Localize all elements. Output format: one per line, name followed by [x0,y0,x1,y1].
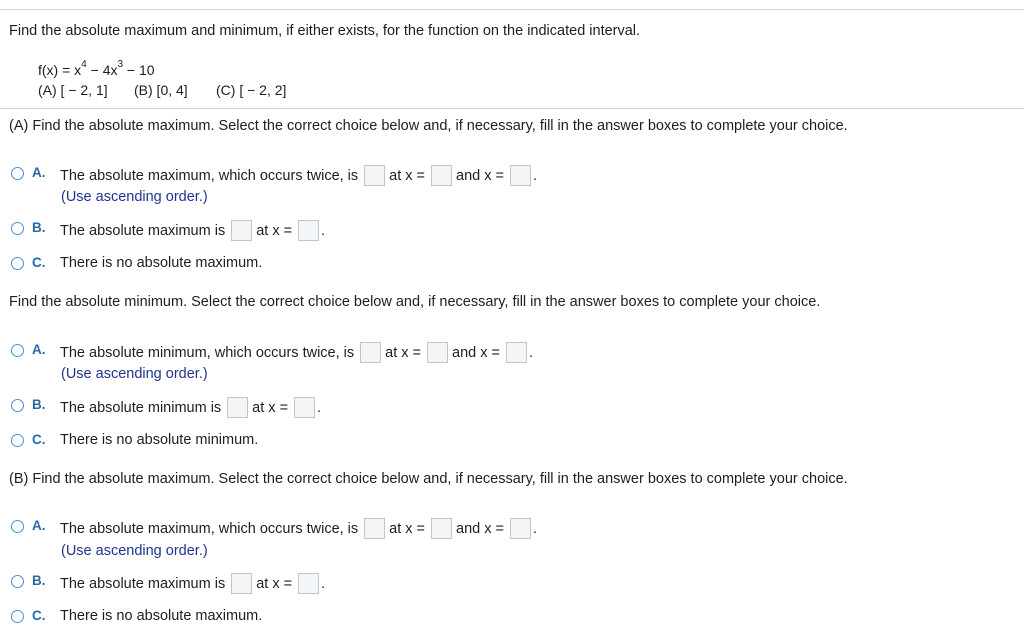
function-exponent-2: 3 [117,59,124,71]
option-text: There is no absolute minimum. [60,432,259,448]
option-letter: A. [32,165,46,180]
answer-box-x2[interactable] [510,518,531,539]
part-b-max-heading: (B) Find the absolute maximum. Select the correct choice below and, if necessary, fill in the answer boxes to complete your choice. [9,471,848,487]
option-text-and-x: and x = [456,520,504,537]
radio-button[interactable] [11,399,24,412]
answer-box-x1[interactable] [427,342,448,363]
interval-c: (C) [ − 2, 2] [216,82,287,98]
option-text: There is no absolute maximum. [60,608,263,624]
answer-box-x2[interactable] [510,165,531,186]
option-text: The absolute maximum, which occurs twice, is [60,520,359,537]
option-letter: B. [32,397,46,412]
interval-a: (A) [ − 2, 1] [38,82,108,98]
option-letter: C. [32,432,46,447]
answer-box-value[interactable] [364,165,385,186]
option-text-period: . [533,167,538,184]
answer-box-value[interactable] [364,518,385,539]
function-exponent-1: 4 [81,59,87,71]
radio-button[interactable] [11,257,24,270]
radio-button[interactable] [11,575,24,588]
option-text-period: . [321,575,326,592]
part-a-min-option-b[interactable] [11,397,321,419]
answer-box-x[interactable] [294,397,315,418]
ascending-order-hint: (Use ascending order.) [61,543,208,559]
function-definition [38,59,155,78]
option-text: The absolute maximum is [60,575,226,592]
option-text: The absolute maximum, which occurs twice, is [60,167,359,184]
part-a-min-option-c[interactable] [11,432,258,454]
option-letter: C. [32,255,46,270]
option-text-at-x: at x = [252,399,289,416]
answer-box-value[interactable] [227,397,248,418]
answer-box-x[interactable] [298,220,319,241]
option-text: There is no absolute maximum. [60,255,263,271]
option-text-at-x: at x = [385,344,422,361]
option-text-at-x: at x = [256,222,293,239]
answer-box-value[interactable] [231,220,252,241]
part-b-max-option-b[interactable] [11,573,325,595]
option-text-and-x: and x = [456,167,504,184]
section-divider [0,108,1024,109]
option-text-at-x: at x = [389,520,426,537]
part-b-max-option-c[interactable] [11,608,262,630]
radio-button[interactable] [11,344,24,357]
radio-button[interactable] [11,434,24,447]
question-prompt: Find the absolute maximum and minimum, if either exists, for the function on the indicated interval. [9,23,641,39]
option-text-and-x: and x = [452,344,500,361]
function-lhs: f(x) = x [38,62,82,78]
part-b-max-option-a[interactable] [11,518,537,540]
option-text-at-x: at x = [389,167,426,184]
ascending-order-hint: (Use ascending order.) [61,189,208,205]
answer-box-value[interactable] [231,573,252,594]
option-text-at-x: at x = [256,575,293,592]
answer-box-x1[interactable] [431,518,452,539]
part-a-min-heading: Find the absolute minimum. Select the correct choice below and, if necessary, fill in the answer boxes to complete your choice. [9,294,821,310]
top-divider [0,9,1024,10]
option-text-period: . [528,344,534,361]
option-letter: C. [32,608,46,623]
option-text-period: . [321,222,326,239]
answer-box-x1[interactable] [431,165,452,186]
part-a-max-option-c[interactable] [11,255,262,277]
option-text: The absolute minimum is [60,399,222,416]
option-letter: B. [32,220,46,235]
ascending-order-hint: (Use ascending order.) [61,366,208,382]
option-text: The absolute maximum is [60,222,226,239]
radio-button[interactable] [11,520,24,533]
part-a-max-heading: (A) Find the absolute maximum. Select the correct choice below and, if necessary, fill in the answer boxes to complete your choice. [9,118,848,134]
interval-b: (B) [0, 4] [134,82,188,98]
part-a-max-option-b[interactable] [11,220,325,242]
option-text-period: . [533,520,538,537]
option-text: The absolute minimum, which occurs twice, is [60,344,355,361]
radio-button[interactable] [11,167,24,180]
radio-button[interactable] [11,222,24,235]
part-a-max-option-a[interactable] [11,165,537,187]
radio-button[interactable] [11,610,24,623]
option-text-period: . [317,399,322,416]
answer-box-x[interactable] [298,573,319,594]
function-rhs: − 10 [123,62,155,78]
option-letter: B. [32,573,46,588]
option-letter: A. [32,518,46,533]
function-mid: − 4x [86,62,118,78]
answer-box-x2[interactable] [506,342,527,363]
part-a-min-option-a[interactable] [11,342,533,364]
answer-box-value[interactable] [360,342,381,363]
option-letter: A. [32,342,46,357]
